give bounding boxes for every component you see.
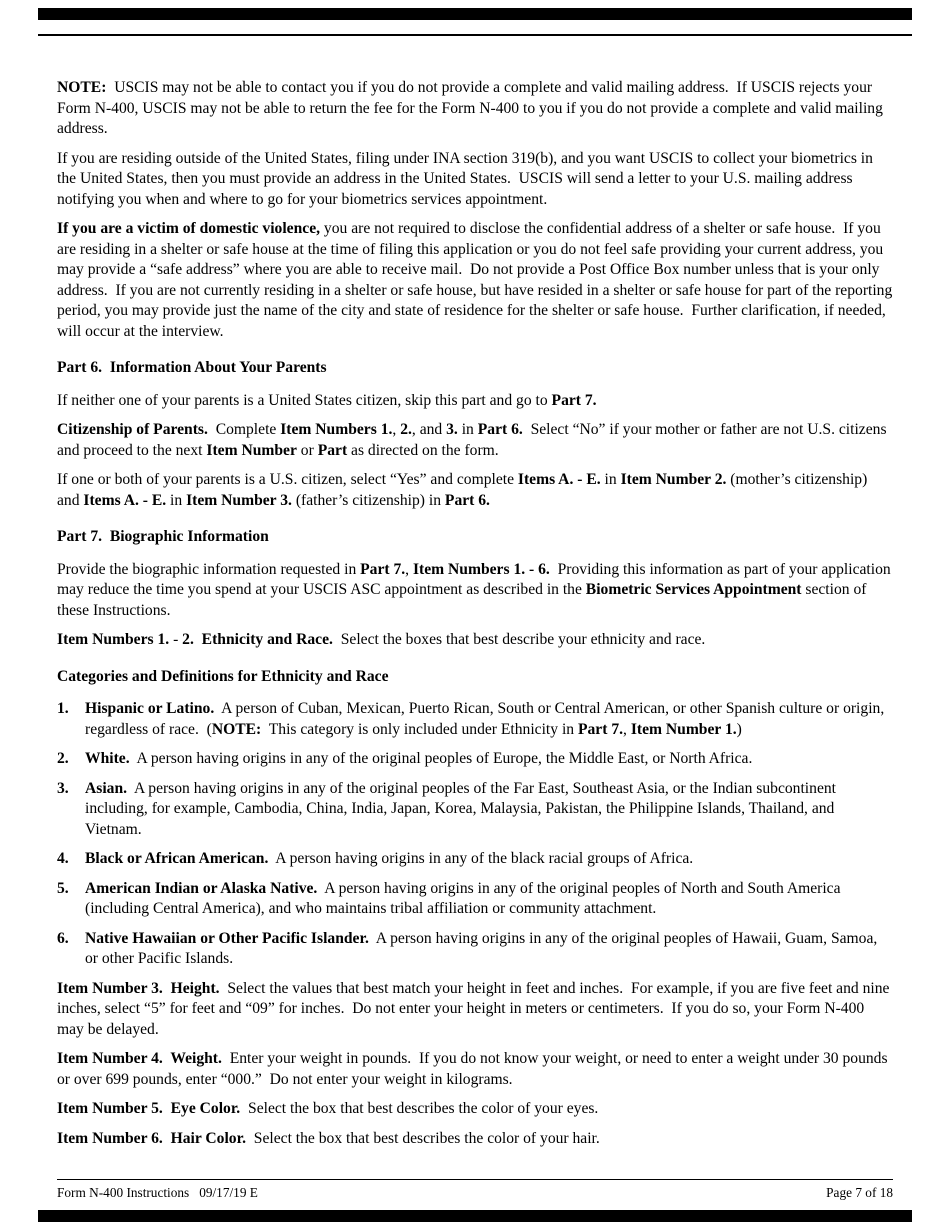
bold-text-run: Item Number 3. Height. — [57, 979, 220, 997]
text-run: Select the values that best match your height in feet and inches. For example, if you are five feet and nine inches, select “5” for feet and “09” for inches. Do not enter your height in meters or centimeters. If you do so, your Form N-400 may be delayed. — [57, 979, 894, 1038]
bold-text-run: Items A. - E. — [517, 471, 601, 488]
bold-text-run: Biometric Services Appointment — [585, 581, 802, 598]
part-7-heading — [57, 527, 893, 548]
list-item-number: 5. — [57, 879, 69, 897]
bold-text-run: Asian. — [85, 779, 128, 797]
residing-outside-paragraph — [57, 149, 893, 211]
footer-row — [38, 1180, 912, 1210]
bold-text-run: Item Number 5. Eye Color. — [57, 1100, 241, 1117]
bold-text-run: Part — [317, 441, 348, 459]
text-run: Provide the biographic information requested in — [57, 560, 361, 578]
list-item-number: 2. — [57, 750, 69, 767]
bold-text-run: Part 7. Biographic Information — [57, 528, 269, 545]
bold-text-run: Part 7. — [551, 391, 597, 409]
page-footer — [38, 1179, 912, 1223]
text-run: , — [392, 421, 401, 438]
text-run: or — [296, 441, 318, 459]
bold-text-run: NOTE: — [57, 79, 107, 96]
bold-text-run: Item Numbers 1. — [280, 421, 393, 438]
text-run: - — [169, 631, 183, 648]
citizenship-of-parents-paragraph — [57, 420, 893, 461]
text-run: Providing this information as part of your application may reduce the time you spend at your USCIS ASC appointment as described in the — [57, 560, 895, 598]
text-run: A person of Cuban, Mexican, Puerto Rican, South or Central American, or other Spanish culture or origin, regardless of race. ( — [85, 700, 889, 738]
domestic-violence-paragraph — [57, 219, 897, 342]
text-run: Select the box that best describes the color of your hair. — [246, 1129, 600, 1147]
bold-text-run: Item Number — [206, 441, 297, 459]
text-run: If one or both of your parents is a U.S. citizen, select “Yes” and complete — [57, 471, 518, 488]
bold-text-run: Item Number 2. — [620, 471, 727, 488]
list-item-black — [57, 849, 893, 870]
text-run: Select “No” if your mother or father are not U.S. citizens and proceed to the next — [57, 421, 891, 459]
text-run: ) — [736, 720, 742, 738]
bold-text-run: Item Number 3. — [186, 491, 292, 509]
part-6-intro-paragraph — [57, 391, 893, 412]
text-run: This category is only included under Ethnicity in — [261, 720, 578, 738]
list-item-number: 6. — [57, 929, 69, 947]
eye-color-paragraph — [57, 1099, 893, 1120]
bold-text-run: 2. — [182, 631, 194, 648]
list-item-asian — [57, 779, 893, 841]
bold-text-run: 2. — [400, 421, 412, 438]
text-run: USCIS may not be able to contact you if you do not provide a complete and valid mailing address. If USCIS rejects your Form N-400, USCIS may not be able to return the fee for the Form N-400 to you if you do not provide a complete and valid mailing address. — [57, 79, 887, 137]
list-item-text — [85, 750, 752, 767]
categories-heading — [57, 667, 893, 688]
bold-text-run: White. — [85, 750, 130, 767]
list-item-text — [85, 780, 840, 838]
list-item-number: 1. — [57, 700, 69, 717]
hair-color-paragraph — [57, 1129, 893, 1150]
text-run: in — [600, 471, 621, 488]
ethnicity-race-paragraph — [57, 630, 893, 651]
document-body — [38, 36, 912, 1149]
text-run: Enter your weight in pounds. If you do not know your weight, or need to enter a weight under 30 pounds or over 699 pounds, enter “000.” Do not enter your weight in kilograms. — [57, 1050, 892, 1088]
list-item-text — [85, 850, 693, 867]
text-run: If you are residing outside of the United States, filing under INA section 319(b), and you want USCIS to collect your biometrics in the United States, then you must provide an address in the United States. USCIS will send a letter to your U.S. mailing address notifying you when and where to go for your biometrics services appointment. — [57, 149, 877, 208]
bold-text-run: Item Number 1. — [630, 720, 737, 738]
height-paragraph — [57, 979, 893, 1041]
bottom-border-bar — [38, 1210, 912, 1222]
list-item-number: 3. — [57, 779, 69, 797]
bold-text-run: Citizenship of Parents. — [57, 421, 208, 438]
bold-text-run: 3. — [446, 421, 458, 438]
list-item-text — [85, 880, 844, 918]
bold-text-run: Native Hawaiian or Other Pacific Islander. — [85, 929, 369, 947]
bold-text-run: Item Number 4. Weight. — [57, 1050, 222, 1067]
list-item-text — [85, 700, 888, 738]
text-run: , — [405, 560, 413, 578]
bold-text-run: Part 7. — [577, 720, 624, 738]
bold-text-run: Item Numbers 1. - 6. — [412, 560, 550, 578]
note-paragraph — [57, 78, 893, 140]
text-run: A person having origins in any of the original peoples of Hawaii, Guam, Samoa, or other Pacific Islands. — [85, 929, 882, 967]
text-run: as directed on the form. — [347, 441, 499, 459]
text-run: A person having origins in any of the original peoples of Europe, the Middle East, or North Africa. — [129, 750, 753, 767]
text-run: section of these Instructions. — [57, 581, 871, 619]
parents-citizen-paragraph — [57, 470, 893, 511]
bold-text-run: Black or African American. — [85, 850, 269, 867]
bold-text-run: Part 6. — [444, 491, 490, 509]
biographic-info-paragraph — [57, 560, 893, 622]
list-item-text — [85, 930, 881, 968]
text-run: If neither one of your parents is a United States citizen, skip this part and go to — [57, 391, 552, 409]
list-item-hispanic — [57, 699, 893, 740]
text-run: in — [457, 421, 478, 438]
text-run: A person having origins in any of the black racial groups of Africa. — [268, 850, 694, 867]
bold-text-run: Hispanic or Latino. — [85, 700, 215, 717]
bold-text-run: Part 6. Information About Your Parents — [57, 359, 327, 376]
list-item-number: 4. — [57, 850, 69, 867]
text-run: Complete — [207, 421, 281, 438]
text-run: , — [623, 720, 631, 738]
bold-text-run: NOTE: — [211, 720, 262, 738]
bold-text-run: Item Number 6. Hair Color. — [57, 1129, 246, 1147]
footer-page-number: Page 7 of 18 — [826, 1185, 893, 1200]
bold-text-run: If you are a victim of domestic violence, — [57, 220, 321, 237]
text-run: you are not required to disclose the confidential address of a shelter or safe house. If you are residing in a shelter or safe house at the time of filing this application or you do not feel safe providing your current address, you may provide a “safe address” where you are able to receive mail. Do not provide a Post Office Box number unless that is your only address. If you are not currently residing in a shelter or safe house, but have resided in a shelter or safe house for part of the reporting period, you may provide just the name of the city and state of residence for the shelter or safe house. Further clarification, if needed, will occur at the interview. — [57, 220, 897, 340]
part-6-heading — [57, 358, 893, 379]
bold-text-run: Categories and Definitions for Ethnicity and Race — [57, 667, 389, 685]
bold-text-run: American Indian or Alaska Native. — [85, 879, 318, 897]
bold-text-run: Item Numbers 1. — [57, 631, 170, 648]
bold-text-run: Ethnicity and Race. — [201, 631, 333, 648]
text-run: in — [166, 491, 187, 509]
list-item-native-hawaiian — [57, 929, 893, 970]
text-run: A person having origins in any of the original peoples of the Far East, Southeast Asia, or the Indian subcontinent including, for example, Cambodia, China, India, Japan, Korea, Malaysia, Pakistan, the Philippine Islands, Thailand, and Vietnam. — [85, 779, 840, 838]
text-run: , and — [411, 421, 447, 438]
footer-form-id: Form N-400 Instructions 09/17/19 E — [57, 1185, 258, 1200]
text-run: (mother’s citizenship) and — [57, 471, 872, 509]
text-run: (father’s citizenship) in — [291, 491, 445, 509]
text-run: Select the boxes that best describe your ethnicity and race. — [332, 631, 706, 648]
bold-text-run: Part 7. — [360, 560, 406, 578]
bold-text-run: Items A. - E. — [83, 491, 167, 509]
text-run — [194, 631, 202, 648]
text-run: A person having origins in any of the original peoples of North and South America (including Central America), and who maintains tribal affiliation or community attachment. — [85, 879, 845, 917]
weight-paragraph — [57, 1049, 893, 1090]
list-item-american-indian — [57, 879, 893, 920]
text-run: Select the box that best describes the color of your eyes. — [240, 1100, 599, 1117]
list-item-white — [57, 749, 893, 770]
top-border-bar — [38, 8, 912, 20]
bold-text-run: Part 6. — [477, 421, 523, 438]
